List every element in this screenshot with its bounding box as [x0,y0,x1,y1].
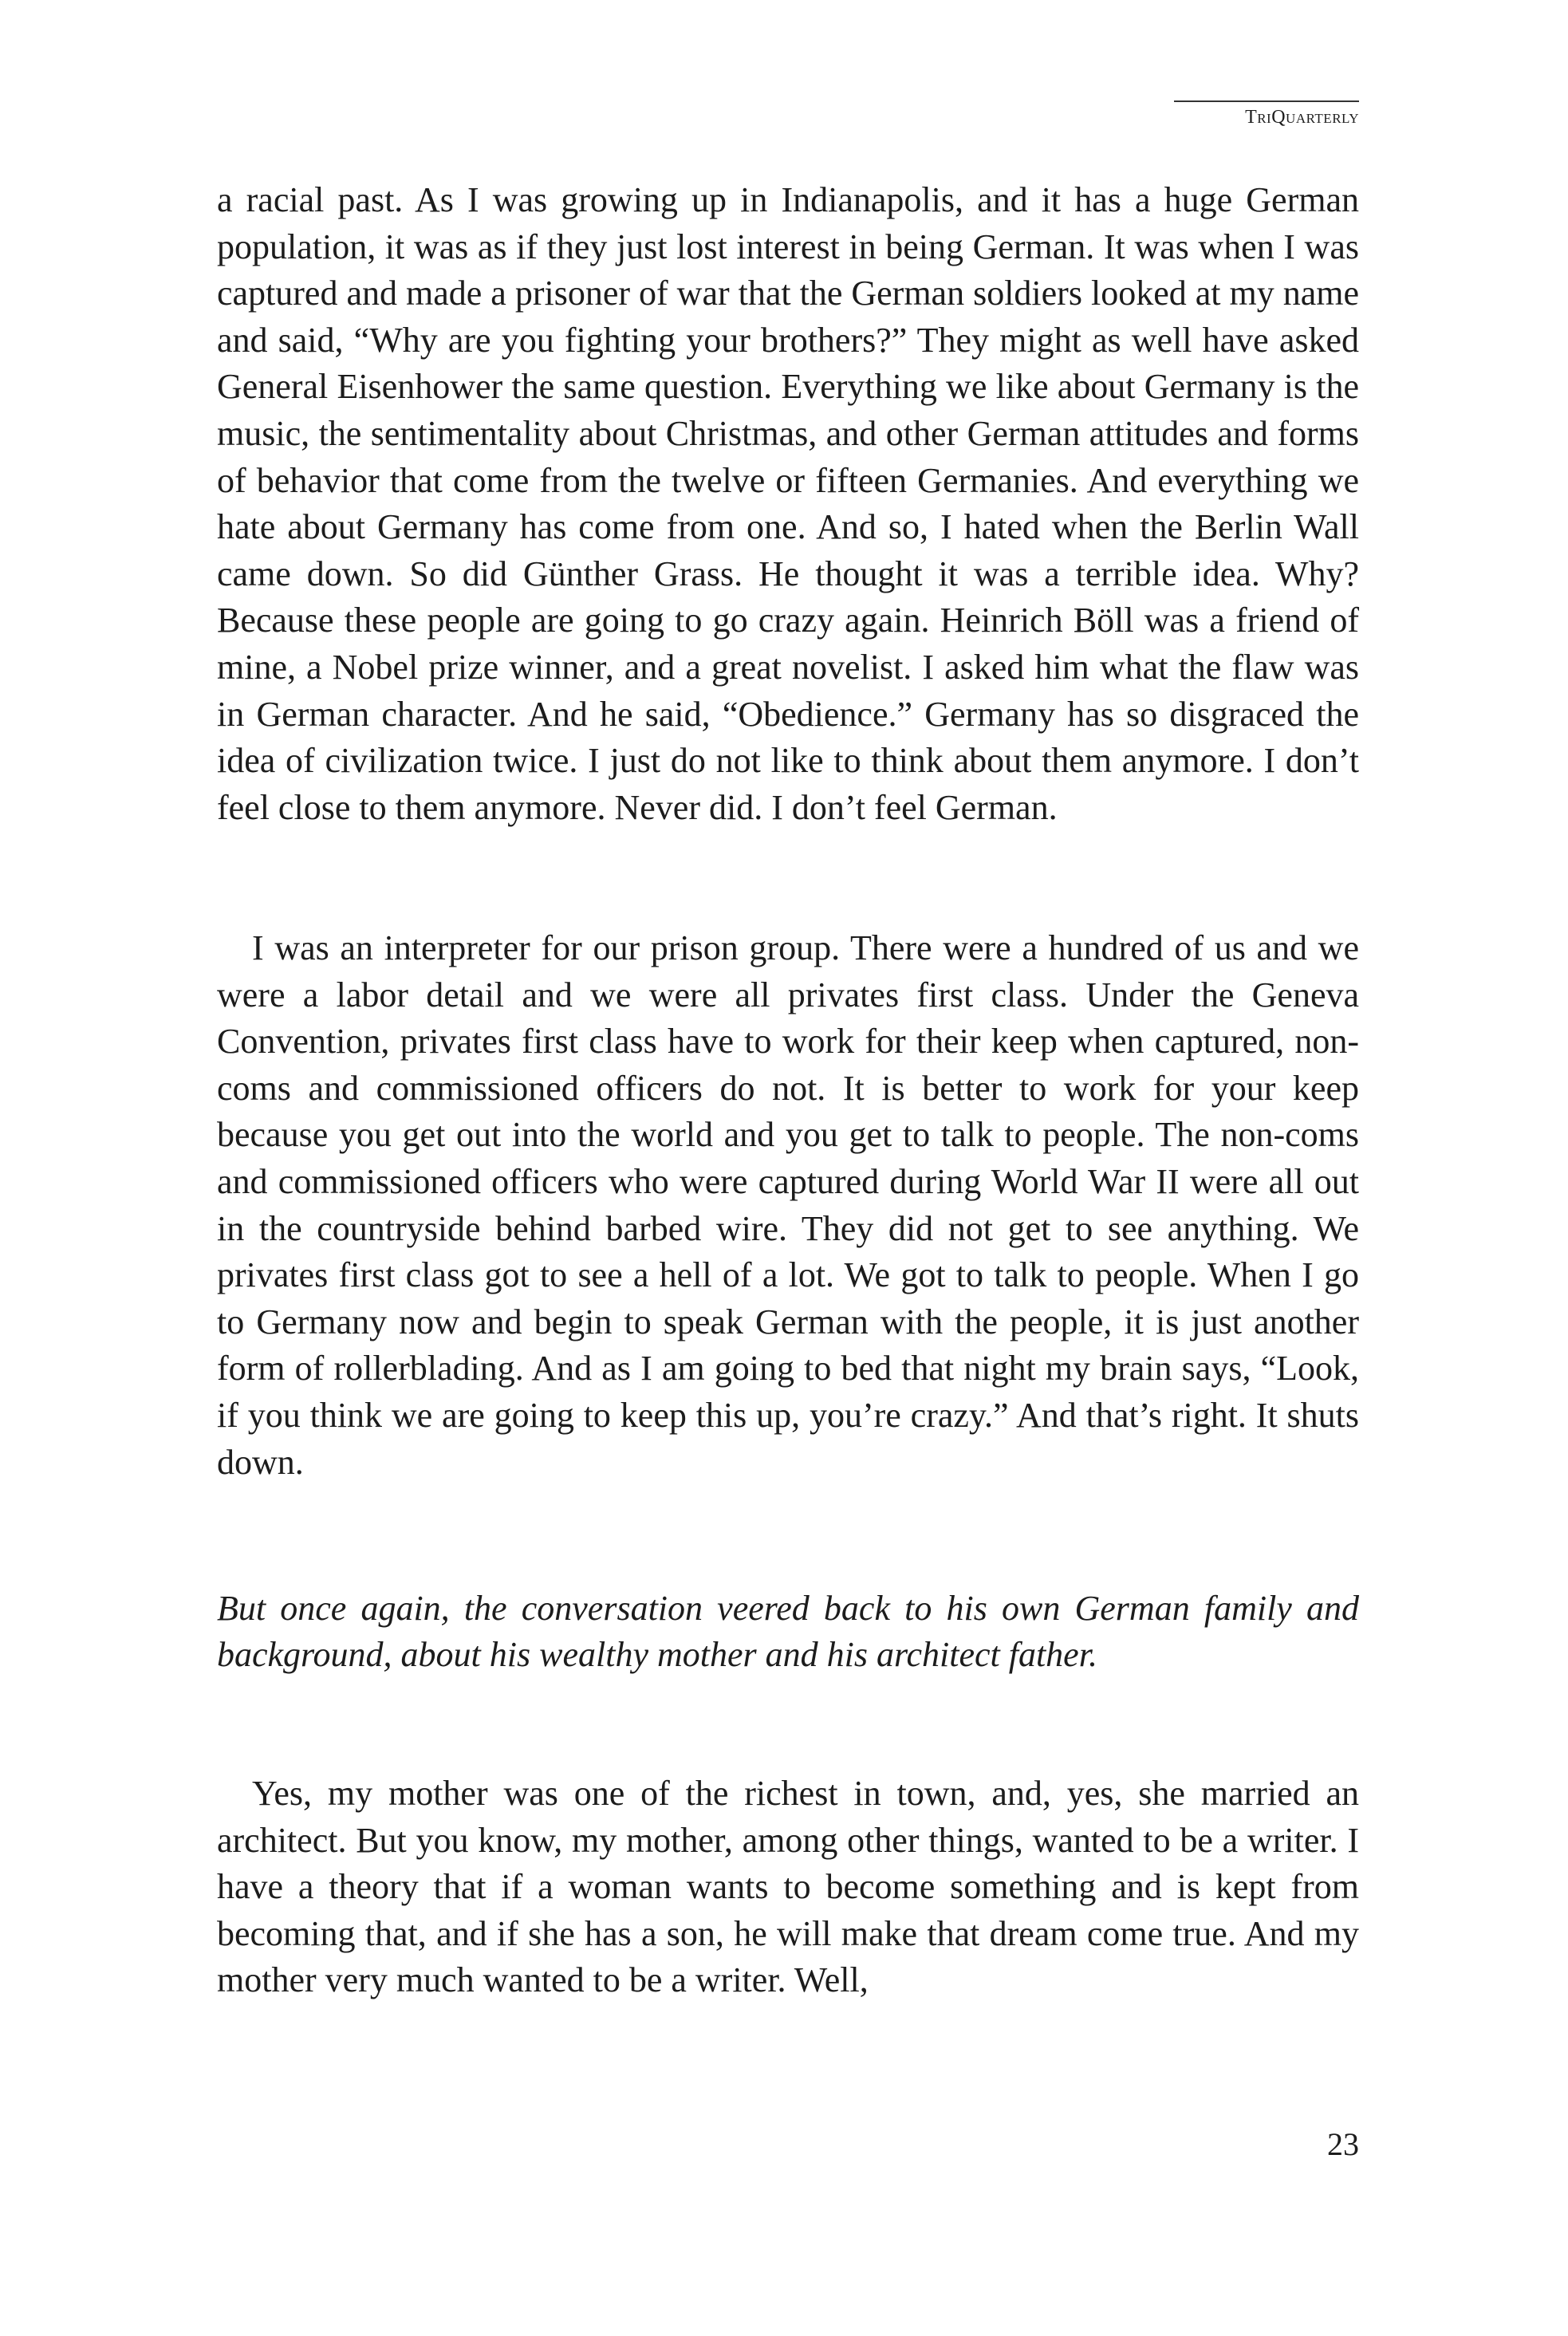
text-block-3 [217,1586,1359,1678]
text-block-4 [217,1771,1359,2004]
page-number: 23 [1327,2126,1359,2162]
body-paragraph-3: Yes, my mother was one of the richest in town, and, yes, she married an architect. But you know, my mother, among other things, wanted to be a writer. I have a theory that if a woman wants to become something and is kept from becoming that, and if she has a son, he will make that dream come true. And my mother very much wanted to be a writer. Well, [217,1774,1359,2000]
text-block-2 [217,925,1359,1486]
body-paragraph-1: a racial past. As I was growing up in Indianapolis, and it has a huge German population, it was as if they just lost interest in being German. It was when I was captured and made a prisoner of war that the German soldiers looked at my name and said, “Why are you fighting your brothers?” They might as well have asked General Eisenhower the same question. Everything we like about Germany is the music, the sentimentality about Christmas, and other German attitudes and forms of behavior that come from the twelve or fifteen Germanies. And everything we hate about Germany has come from one. And so, I hated when the Berlin Wall came down. So did Günther Grass. He thought it was a terrible idea. Why? Because these people are going to go crazy again. Heinrich Böll was a friend of mine, a Nobel prize winner, and a great novelist. I asked him what the flaw was in German character. And he said, “Obedience.” Germany has so disgraced the idea of civilization twice. I just do not like to think about them anymore. I don’t feel close to them anymore. Never did. I don’t feel German. [217,180,1359,827]
body-paragraph-2: I was an interpreter for our prison group. There were a hundred of us and we were a labor detail and we were all privates first class. Under the Geneva Convention, privates first class have to work for their keep when captured, non-coms and commissioned officers do not. It is better to work for your keep because you get out into the world and you get to talk to people. The non-coms and commissioned officers who were captured during World War II were all out in the countryside behind barbed wire. They did not get to see anything. We privates first class got to see a hell of a lot. We got to talk to people. When I go to Germany now and begin to speak German with the people, it is just another form of rollerblading. And as I am going to bed that night my brain says, “Look, if you think we are going to keep this up, you’re crazy.” And that’s right. It shuts down. [217,928,1359,1482]
running-head: TriQuarterly [1174,100,1359,129]
text-block-1 [217,177,1359,831]
interviewer-note: But once again, the conversation veered back to his own German family and background, about his wealthy mother and his architect father. [217,1589,1359,1674]
